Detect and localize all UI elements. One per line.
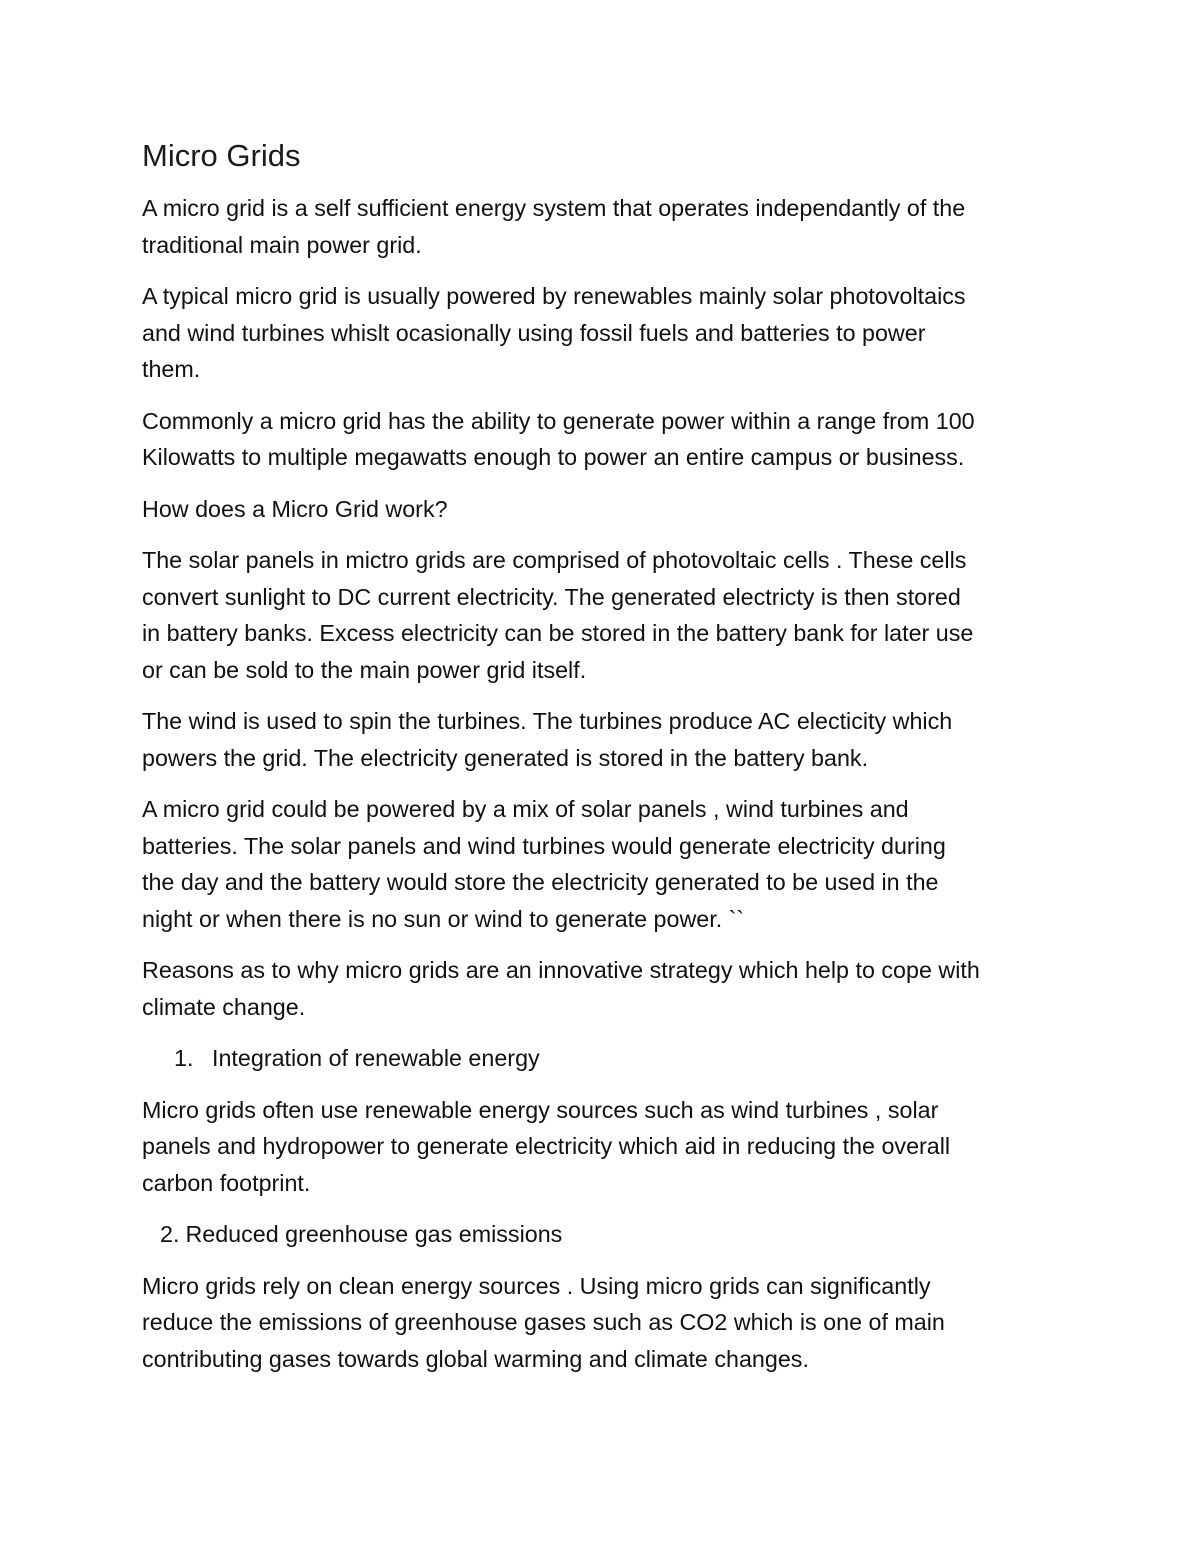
text-line: powers the grid. The electricity generated is stored in the battery bank. — [142, 744, 869, 771]
text-line: traditional main power grid. — [142, 231, 422, 258]
text-line: climate change. — [142, 993, 306, 1020]
paragraph-definition — [142, 190, 1052, 263]
document-body — [142, 136, 1052, 1392]
paragraph-reasons-intro — [142, 952, 1052, 1025]
text-line: or can be sold to the main power grid itself. — [142, 656, 587, 683]
text-line: convert sunlight to DC current electricity. The generated electricty is then stored — [142, 583, 961, 610]
text-line: and wind turbines whislt ocasionally using fossil fuels and batteries to power — [142, 319, 926, 346]
text-line: batteries. The solar panels and wind turbines would generate electricity during — [142, 832, 946, 859]
paragraph-typical-power — [142, 278, 1052, 388]
text-line: How does a Micro Grid work? — [142, 495, 448, 522]
text-line: panels and hydropower to generate electricity which aid in reducing the overall — [142, 1133, 951, 1159]
text-line: contributing gases towards global warming and climate changes. — [142, 1345, 809, 1372]
list-number: 2. — [160, 1221, 180, 1247]
text-line: Reasons as to why micro grids are an innovative strategy which help to cope with — [142, 957, 980, 983]
section-question — [142, 491, 1052, 528]
text-line: in battery banks. Excess electricity can be stored in the battery bank for later use — [142, 620, 974, 646]
text-line: Micro grids rely on clean energy sources . Using micro grids can significantly — [142, 1272, 931, 1299]
document-title: Micro Grids — [142, 138, 301, 173]
text-line: Commonly a micro grid has the ability to generate power within a range from 100 — [142, 407, 975, 434]
list-number: 1. — [174, 1045, 194, 1071]
paragraph-mix — [142, 791, 1052, 937]
text-line: Micro grids often use renewable energy sources such as wind turbines , solar — [142, 1096, 939, 1123]
paragraph-emissions-detail — [142, 1268, 1052, 1378]
text-line: them. — [142, 356, 201, 382]
text-line: The solar panels in mictro grids are comprised of photovoltaic cells . These cells — [142, 547, 967, 573]
paragraph-wind — [142, 703, 1052, 776]
text-line: reduce the emissions of greenhouse gases such as CO2 which is one of main — [142, 1309, 945, 1335]
text-line: Kilowatts to multiple megawatts enough to power an entire campus or business. — [142, 444, 965, 470]
list-item-renewable-integration — [142, 1040, 1052, 1077]
paragraph-renewable-detail — [142, 1092, 1052, 1202]
text-line: carbon footprint. — [142, 1169, 311, 1196]
list-item-text: Integration of renewable energy — [212, 1045, 540, 1071]
text-line: A typical micro grid is usually powered by renewables mainly solar photovoltaics — [142, 283, 966, 309]
text-line: A micro grid is a self sufficient energy system that operates independantly of the — [142, 195, 966, 221]
list-item-text: Reduced greenhouse gas emissions — [185, 1221, 563, 1247]
text-line: A micro grid could be powered by a mix of solar panels , wind turbines and — [142, 796, 909, 822]
paragraph-solar — [142, 542, 1052, 688]
text-line: The wind is used to spin the turbines. The turbines produce AC electicity which — [142, 708, 953, 734]
text-line: night or when there is no sun or wind to generate power. `` — [142, 905, 745, 932]
text-line: the day and the battery would store the electricity generated to be used in the — [142, 869, 939, 895]
paragraph-capacity — [142, 403, 1052, 476]
list-item-reduced-emissions — [142, 1216, 1052, 1253]
